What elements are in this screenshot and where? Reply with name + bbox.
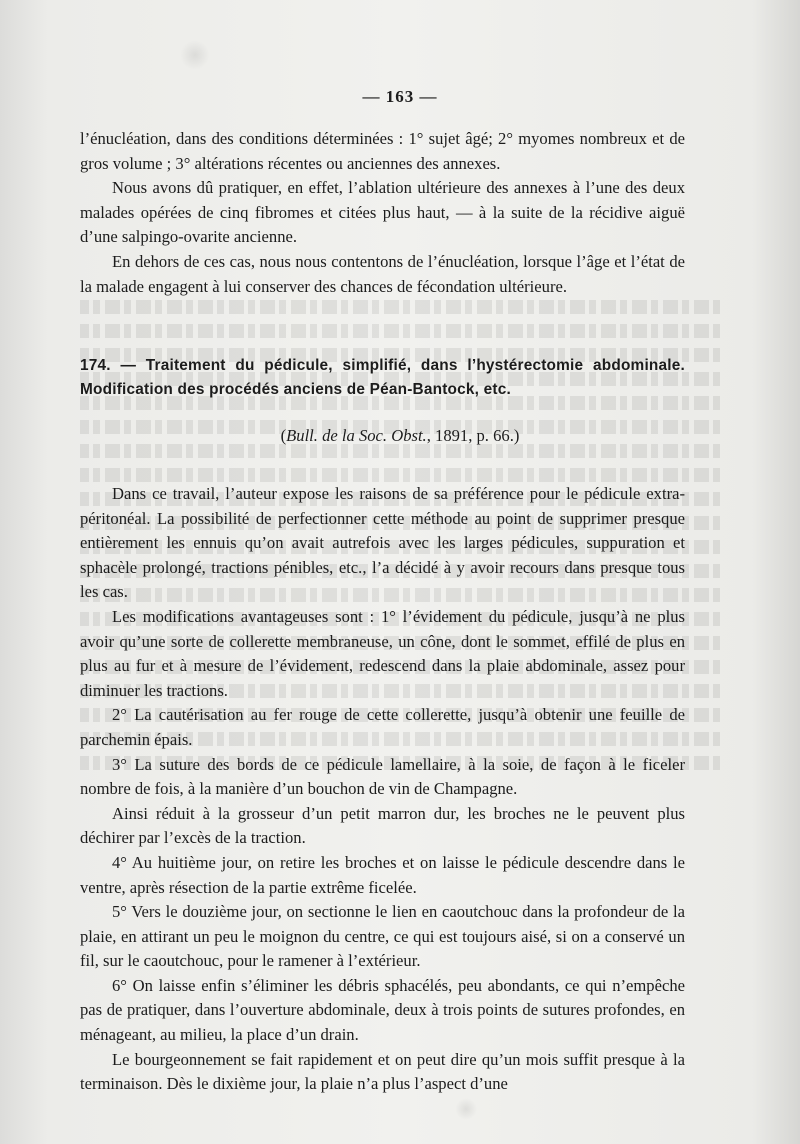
paragraph: 6° On laisse enfin s’éliminer les débris sphacélés, peu abondants, ce qui n’empêche pas de pratiquer, dans l’ouverture abdominale, deux à trois points de sutures profondes, en ménageant, au milieu, la place d’un drain. xyxy=(80,975,685,1045)
section-number: 174. xyxy=(80,357,111,374)
paragraph: Dans ce travail, l’auteur expose les raisons de sa préférence pour le pédicule extra-péritonéal. La possibilité de perfectionner cette méthode au point de supprimer presque entièrement les ennuis qu’on avait autrefois avec les larges pédicules, suppuration et sphacèle prolongé, tractions pénibles, etc., l’a décidé à y avoir recours dans presque tous les cas. xyxy=(80,484,685,602)
section-heading xyxy=(80,354,685,402)
paragraph: Nous avons dû pratiquer, en effet, l’ablation ultérieure des annexes à l’une des deux malades opérées de cinq fibromes et citées plus haut, — à la suite de la récidive aiguë d’une salpingo-ovarite ancienne. xyxy=(80,178,685,247)
citation-details: , 1891, p. 66. xyxy=(426,426,514,445)
citation-open-paren: ( xyxy=(280,426,287,445)
page-number: — 163 — xyxy=(362,87,438,106)
top-text-block xyxy=(80,127,685,299)
section-title: — Traitement du pédicule, simplifié, dans l’hystérectomie abdominale. Modification des procédés anciens de Péan-Bantock, etc. xyxy=(80,357,685,398)
paper-smudge xyxy=(455,1098,477,1120)
citation-close-paren: ) xyxy=(513,426,520,445)
paragraph: Ainsi réduit à la grosseur d’un petit marron dur, les broches ne le peuvent plus déchirer par l’excès de la traction. xyxy=(80,803,685,848)
paragraph: Le bourgeonnement se fait rapidement et on peut dire qu’un mois suffit presque à la terminaison. Dès le dixième jour, la plaie n’a plus l’aspect d’une xyxy=(80,1049,685,1094)
paragraph: l’énucléation, dans des conditions déterminées : 1° sujet âgé; 2° myomes nombreux et de gros volume ; 3° altérations récentes ou anciennes des annexes. xyxy=(80,129,685,173)
main-text-block xyxy=(80,482,685,1097)
paragraph: 3° La suture des bords de ce pédicule lamellaire, à la soie, de façon à le ficeler nombre de fois, à la manière d’un bouchon de vin de Champagne. xyxy=(80,754,685,799)
citation xyxy=(0,426,800,446)
paragraph: En dehors de ces cas, nous nous contentons de l’énucléation, lorsque l’âge et l’état de la malade engagent à lui conserver des chances de fécondation ultérieure. xyxy=(80,251,685,296)
paragraph: 2° La cautérisation au fer rouge de cette collerette, jusqu’à obtenir une feuille de parchemin épais. xyxy=(80,705,685,749)
citation-journal: Bull. de la Soc. Obst. xyxy=(286,426,427,445)
paper-smudge xyxy=(180,40,210,70)
paragraph: 4° Au huitième jour, on retire les broches et on laisse le pédicule descendre dans le ventre, après résection de la partie extrême ficelée. xyxy=(80,852,685,897)
paragraph: Les modifications avantageuses sont : 1° l’évidement du pédicule, jusqu’à ne plus avoir qu’une sorte de collerette membraneuse, un cône, dont le sommet, effilé de plus en plus au fur et à mesure de l’évidement, redescend dans la plaie abdominale, assez pour diminuer les tractions. xyxy=(80,606,685,700)
paragraph: 5° Vers le douzième jour, on sectionne le lien en caoutchouc dans la profondeur de la plaie, en attirant un peu le moignon du centre, ce qui est toujours aisé, si on a conservé un fil, sur le caoutchouc, pour le ramener à l’extérieur. xyxy=(80,902,685,971)
